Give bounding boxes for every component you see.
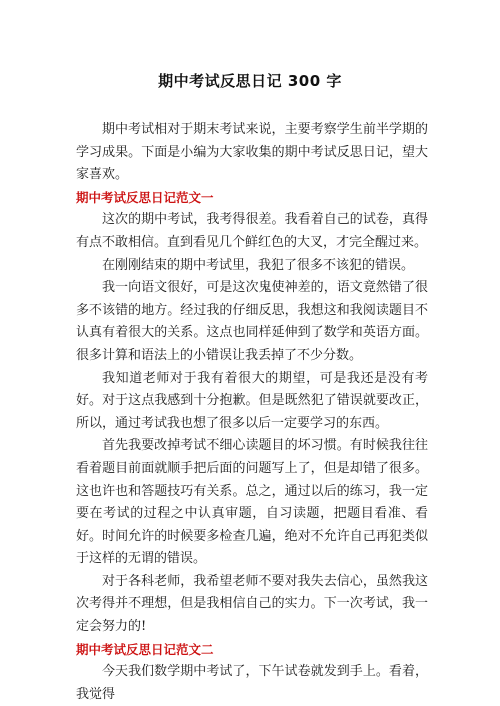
article-body bbox=[76, 119, 428, 706]
paragraph: 今天我们数学期中考试了，下午试卷就发到手上。看着，我觉得 bbox=[76, 664, 428, 702]
paragraph: 在刚刚结束的期中考试里，我犯了很多不该犯的错误。 bbox=[102, 257, 415, 273]
intro-paragraph: 期中考试相对于期末考试来说，主要考察学生前半学期的学习成果。下面是小编为大家收集的期中考试反思日记，望大家喜欢。 bbox=[76, 122, 428, 183]
page-title: 期中考试反思日记 300 字 bbox=[158, 72, 342, 90]
paragraph: 我一向语文很好，可是这次鬼使神差的，语文竟然错了很多不该错的地方。经过我的仔细反思，我想这和我阅读题目不认真有着很大的关系。这点也同样延伸到了数学和英语方面。很多计算和语法上的小错误让我丢掉了不少分数。 bbox=[76, 280, 428, 363]
paragraph: 这次的期中考试，我考得很差。我看着自己的试卷，真得有点不敢相信。直到看见几个鲜红色的大叉，才完全醒过来。 bbox=[76, 212, 428, 250]
paragraph: 对于各科老师，我希望老师不要对我失去信心，虽然我这次考得并不理想，但是我相信自己的实力。下一次考试，我一定会努力的! bbox=[76, 573, 428, 635]
section-heading-1: 期中考试反思日记范文一 bbox=[76, 189, 214, 205]
paragraph: 我知道老师对于我有着很大的期望，可是我还是没有考好。对于这点我感到十分抱歉。但是既然犯了错误就要改正，所以，通过考试我也想了很多以后一定要学习的东西。 bbox=[76, 370, 428, 431]
section-heading-2: 期中考试反思日记范文二 bbox=[76, 641, 214, 657]
paragraph: 首先我要改掉考试不细心读题目的坏习惯。有时候我往往看着题目前面就顺手把后面的问题写上了，但是却错了很多。这也许也和答题技巧有关系。总之，通过以后的练习，我一定要在考试的过程之中认真审题，自习读题，把题目看准、看好。时间允许的时候要多检查几遍，绝对不允许自己再犯类似于这样的无谓的错误。 bbox=[76, 438, 428, 567]
